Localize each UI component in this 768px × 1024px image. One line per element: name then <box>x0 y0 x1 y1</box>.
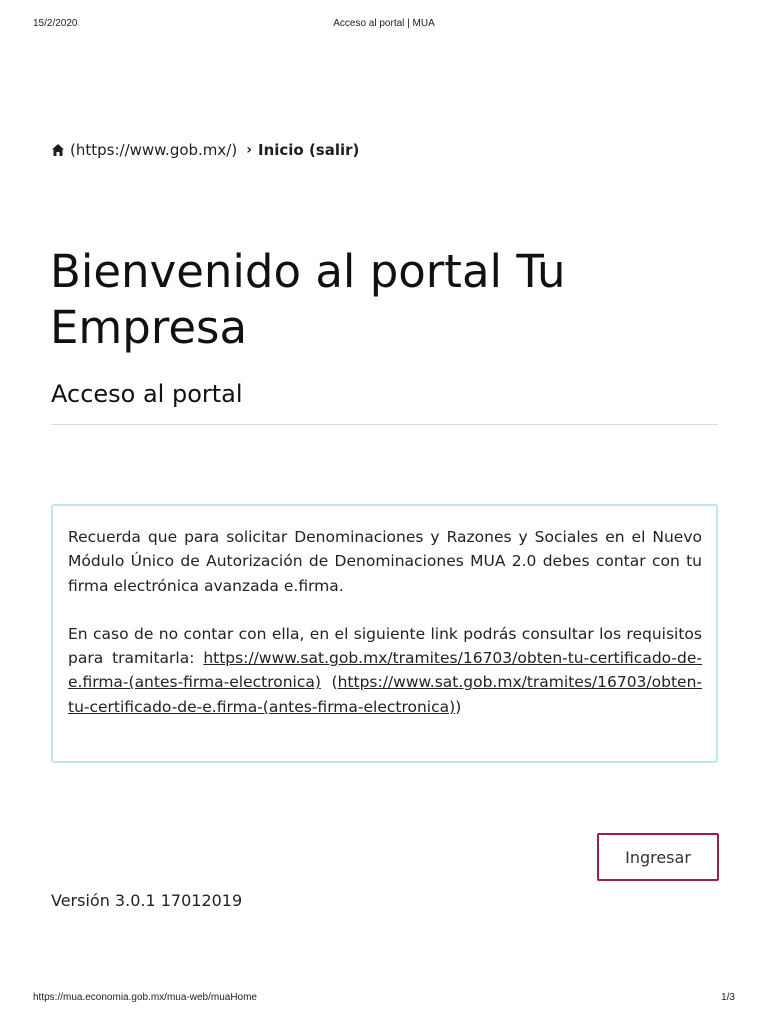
chevron-right-icon: › <box>246 142 252 158</box>
notice-paragraph-2-intro: En caso de no contar con ella, en el siguiente link podrás consultar los requisitos para tramitarla: <box>68 624 702 668</box>
print-page-number: 1/3 <box>721 992 735 1003</box>
link-url-close: ) <box>455 697 462 716</box>
notice-paragraph-1: Recuerda que para solicitar Denominaciones y Razones y Sociales en el Nuevo Módulo Único de Autorización de Denominaciones MUA 2.0 debes contar con tu firma electrónica avanzada e.firma. <box>68 528 702 595</box>
version-label: Versión 3.0.1 17012019 <box>51 891 243 910</box>
print-date: 15/2/2020 <box>33 18 78 29</box>
print-footer <box>33 992 735 1003</box>
print-url: https://mua.economia.gob.mx/mua-web/muaHome <box>33 992 257 1003</box>
divider <box>51 424 718 425</box>
print-header <box>33 18 735 29</box>
sat-requirements-link[interactable]: https://www.sat.gob.mx/tramites/16703/obten-tu-certificado-de-e.firma-(antes-firma-electronica) <box>68 649 702 692</box>
breadcrumb-home-link[interactable]: (https://www.gob.mx/) <box>70 141 238 159</box>
breadcrumb <box>51 141 359 159</box>
link-url-open: ( <box>331 673 338 692</box>
breadcrumb-current[interactable]: Inicio (salir) <box>257 141 360 159</box>
print-title: Acceso al portal | MUA <box>333 18 435 29</box>
ingresar-button[interactable]: Ingresar <box>597 833 719 881</box>
home-icon[interactable] <box>51 143 65 157</box>
page-title: Bienvenido al portal Tu Empresa <box>50 245 566 354</box>
efirma-notice <box>51 504 718 763</box>
page-subtitle: Acceso al portal <box>51 380 243 408</box>
notice-paragraph-2 <box>68 622 702 719</box>
sat-requirements-url[interactable]: https://www.sat.gob.mx/tramites/16703/obten-tu-certificado-de-e.firma-(antes-firma-electronica) <box>68 673 702 716</box>
